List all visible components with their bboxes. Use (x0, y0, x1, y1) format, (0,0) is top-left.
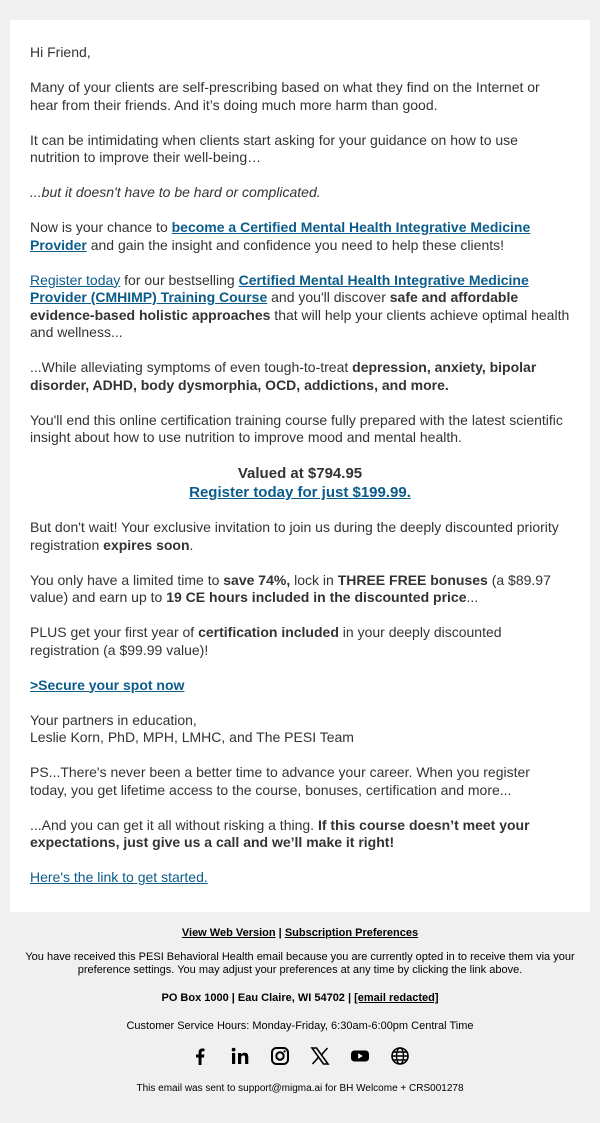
register-price-link[interactable]: Register today for just $199.99. (189, 484, 411, 501)
x-icon[interactable] (308, 1044, 332, 1068)
value-text: Valued at $794.95 (237, 465, 363, 482)
paragraph-ps: PS...There's never been a better time to advance your career. When you register today, you get lifetime access to the course, bonuses, certification and more... (30, 764, 530, 798)
linkedin-icon[interactable] (228, 1044, 252, 1068)
paragraph-not-hard: ...but it doesn't have to be hard or complicated. (30, 184, 321, 200)
get-started-link[interactable]: Here's the link to get started. (30, 869, 208, 885)
footer-sent-to: This email was sent to support@migma.ai for BH Welcome + CRS001278 (136, 1083, 464, 1094)
paragraph-register: Register today for our bestselling Certified Mental Health Integrative Medicine Provider (CMHIMP) Training Course and you'll discover safe and affordable evidence-based holistic approaches that will help your clients achieve optimal health and wellness... (30, 271, 570, 340)
footer-notice: You have received this PESI Behavioral Health email because you are currently opted in to receive them via your preference settings. You may adjust your preferences at any time by clicking the link above. (25, 951, 575, 976)
paragraph-plus: PLUS get your first year of certification included in your deeply discounted registration (a $99.99 value)! (30, 624, 502, 658)
signature: Your partners in education, Leslie Korn, PhD, MPH, LMHC, and The PESI Team (30, 711, 354, 745)
paragraph-intro: Many of your clients are self-prescribing based on what they find on the Internet or hear from their friends. And it’s doing much more harm than good. (30, 79, 540, 113)
subscription-preferences-link[interactable]: Subscription Preferences (284, 927, 419, 939)
become-certified-link[interactable]: become a Certified Mental Health Integrative Medicine Provider (30, 219, 531, 253)
paragraph-prepared: You'll end this online certification training course fully prepared with the latest scientific insight about how to use nutrition to improve mood and mental health. (30, 411, 563, 445)
globe-icon[interactable] (388, 1044, 412, 1068)
footer-hours: Customer Service Hours: Monday-Friday, 6:30am-6:00pm Central Time (126, 1020, 474, 1032)
view-web-version-link[interactable]: View Web Version (181, 927, 276, 939)
paragraph-chance: Now is your chance to become a Certified Mental Health Integrative Medicine Provider and gain the insight and confidence you need to help these clients! (30, 219, 531, 253)
footer-email-link[interactable]: [email redacted] (354, 992, 439, 1004)
youtube-icon[interactable] (348, 1044, 372, 1068)
footer-links: View Web Version | Subscription Preferences (181, 927, 419, 939)
paragraph-intimidating: It can be intimidating when clients start asking for your guidance on how to use nutrition to improve their well-being… (30, 131, 518, 165)
footer-address: PO Box 1000 | Eau Claire, WI 54702 | [email redacted] (161, 992, 439, 1004)
paragraph-get-started (30, 869, 570, 887)
course-link[interactable]: Certified Mental Health Integrative Medicine Provider (CMHIMP) Training Course (30, 271, 529, 305)
email-body (10, 20, 590, 912)
paragraph-dont-wait: But don't wait! Your exclusive invitation to join us during the deeply discounted priority registration expires soon. (30, 519, 559, 553)
paragraph-symptoms: ...While alleviating symptoms of even tough-to-treat depression, anxiety, bipolar disorder, ADHD, body dysmorphia, OCD, addictions, and more. (30, 359, 537, 393)
facebook-icon[interactable] (188, 1044, 212, 1068)
price-block (30, 464, 570, 502)
social-icons (184, 1044, 416, 1068)
paragraph-secure (30, 677, 570, 695)
paragraph-risk-free: ...And you can get it all without risking a thing. If this course doesn’t meet your expectations, just give us a call and we’ll make it right! (30, 816, 530, 850)
paragraph-limited-time: You only have a limited time to save 74%, lock in THREE FREE bonuses (a $89.97 value) and earn up to 19 CE hours included in the discounted price... (30, 571, 551, 605)
register-today-link[interactable]: Register today (30, 271, 121, 288)
greeting: Hi Friend, (30, 44, 91, 60)
instagram-icon[interactable] (268, 1044, 292, 1068)
secure-spot-link[interactable]: >Secure your spot now (30, 676, 185, 693)
